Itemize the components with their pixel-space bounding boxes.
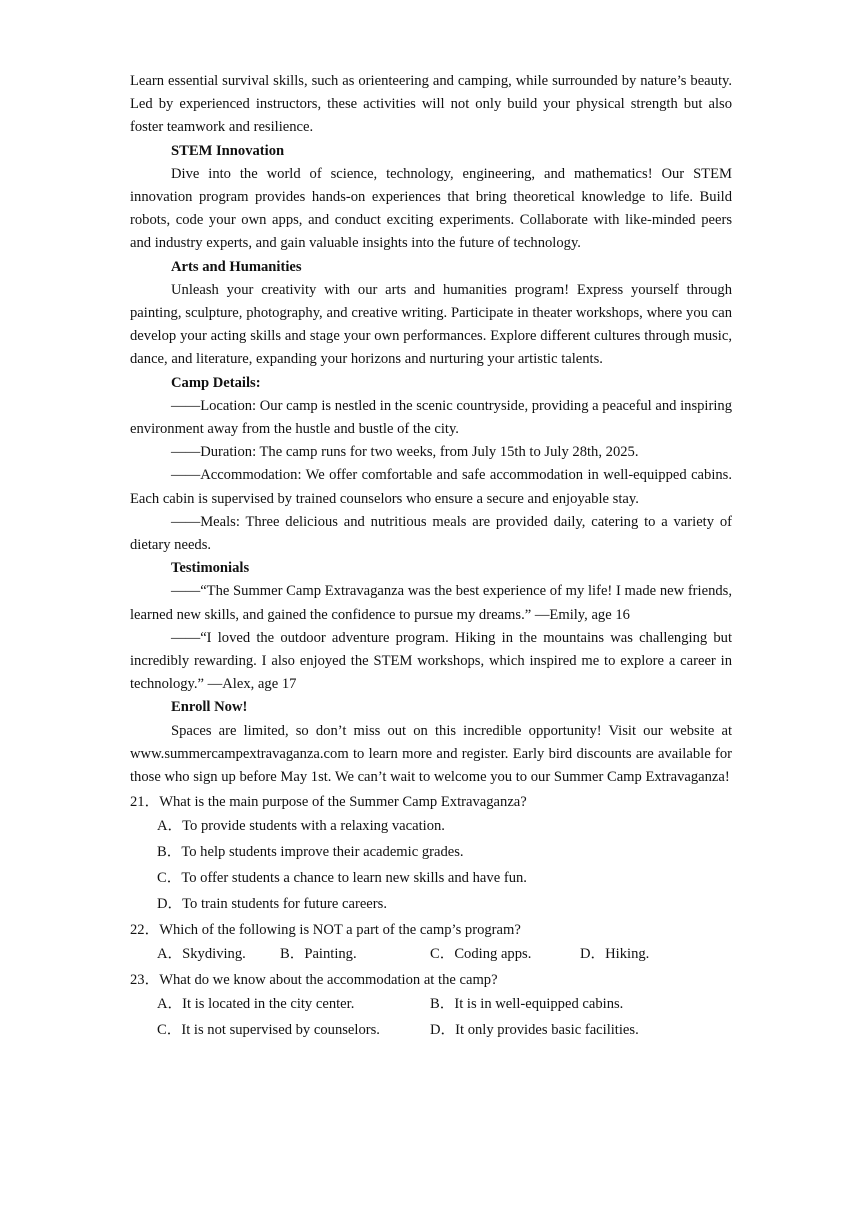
question-22-option-d: D．Hiking. (580, 946, 650, 963)
section-heading-testimonials: Testimonials (171, 560, 250, 577)
question-22-option-b: B．Painting. (280, 946, 357, 963)
detail-location: ——Location: Our camp is nestled in the scenic countryside, providing a peaceful and inspiring environment away from the hustle and bustle of the city. (130, 397, 732, 438)
question-22-options (130, 941, 732, 967)
question-23-option-c: C．It is not supervised by counselors. (157, 1022, 380, 1039)
question-22-option-a: A．Skydiving. (157, 946, 246, 963)
question-23-options-row1 (130, 991, 732, 1017)
question-21-stem: 21．What is the main purpose of the Summer Camp Extravaganza? (130, 794, 527, 811)
passage-paragraph: Dive into the world of science, technology, engineering, and mathematics! Our STEM innovation program provides hands-on experiences that bring theoretical knowledge to life. Build robots, code your own apps, and conduct exciting experiments. Collaborate with like-minded peers and industry experts, and gain valuable insights into the future of technology. (130, 165, 732, 252)
detail-accommodation: ——Accommodation: We offer comfortable and safe accommodation in well-equipped cabins. Each cabin is supervised by trained counselors who ensure a secure and enjoyable stay. (130, 467, 732, 507)
passage-paragraph: Learn essential survival skills, such as orienteering and camping, while surrounded by nature’s beauty. Led by experienced instructors, these activities will not only build your physical strength but also foster teamwork and resilience. (130, 73, 732, 136)
detail-meals: ——Meals: Three delicious and nutritious meals are provided daily, catering to a variety of dietary needs. (130, 513, 732, 554)
question-23-option-a: A．It is located in the city center. (157, 996, 355, 1013)
testimonial: ——“The Summer Camp Extravaganza was the best experience of my life! I made new friends, learned new skills, and gained the confidence to pursue my dreams.” —Emily, age 16 (130, 583, 732, 623)
document-page (130, 70, 732, 1043)
question-21-option-b: B．To help students improve their academic grades. (157, 844, 464, 861)
question-23-options-row2 (130, 1017, 732, 1043)
question-23-option-d: D．It only provides basic facilities. (430, 1022, 639, 1039)
question-22-stem: 22．Which of the following is NOT a part of the camp’s program? (130, 922, 521, 939)
question-21-option-d: D．To train students for future careers. (157, 896, 387, 913)
passage-paragraph: Unleash your creativity with our arts and humanities program! Express yourself through painting, sculpture, photography, and creative writing. Participate in theater workshops, where you can develop your acting skills and stage your own performances. Explore different cultures through music, dance, and literature, expanding your horizons and nurturing your artistic talents. (130, 281, 732, 368)
section-heading-stem: STEM Innovation (171, 142, 285, 159)
question-23-stem: 23．What do we know about the accommodation at the camp? (130, 972, 498, 989)
testimonial: ——“I loved the outdoor adventure program. Hiking in the mountains was challenging but incredibly rewarding. I also enjoyed the STEM workshops, which inspired me to explore a career in technology.” —Alex, age 17 (130, 629, 732, 693)
question-21-option-c: C．To offer students a chance to learn new skills and have fun. (157, 870, 527, 887)
question-22-option-c: C．Coding apps. (430, 946, 532, 963)
detail-duration: ——Duration: The camp runs for two weeks, from July 15th to July 28th, 2025. (171, 444, 639, 461)
section-heading-details: Camp Details: (171, 374, 261, 391)
question-21-option-a: A．To provide students with a relaxing vacation. (157, 818, 445, 835)
section-heading-enroll: Enroll Now! (171, 699, 248, 716)
section-heading-arts: Arts and Humanities (171, 258, 302, 275)
passage-paragraph: Spaces are limited, so don’t miss out on this incredible opportunity! Visit our website at www.summercampextravaganza.com to learn more and register. Early bird discounts are available for those who sign up before May 1st. We can’t wait to welcome you to our Summer Camp Extravaganza! (130, 722, 732, 786)
question-23-option-b: B．It is in well-equipped cabins. (430, 996, 624, 1013)
